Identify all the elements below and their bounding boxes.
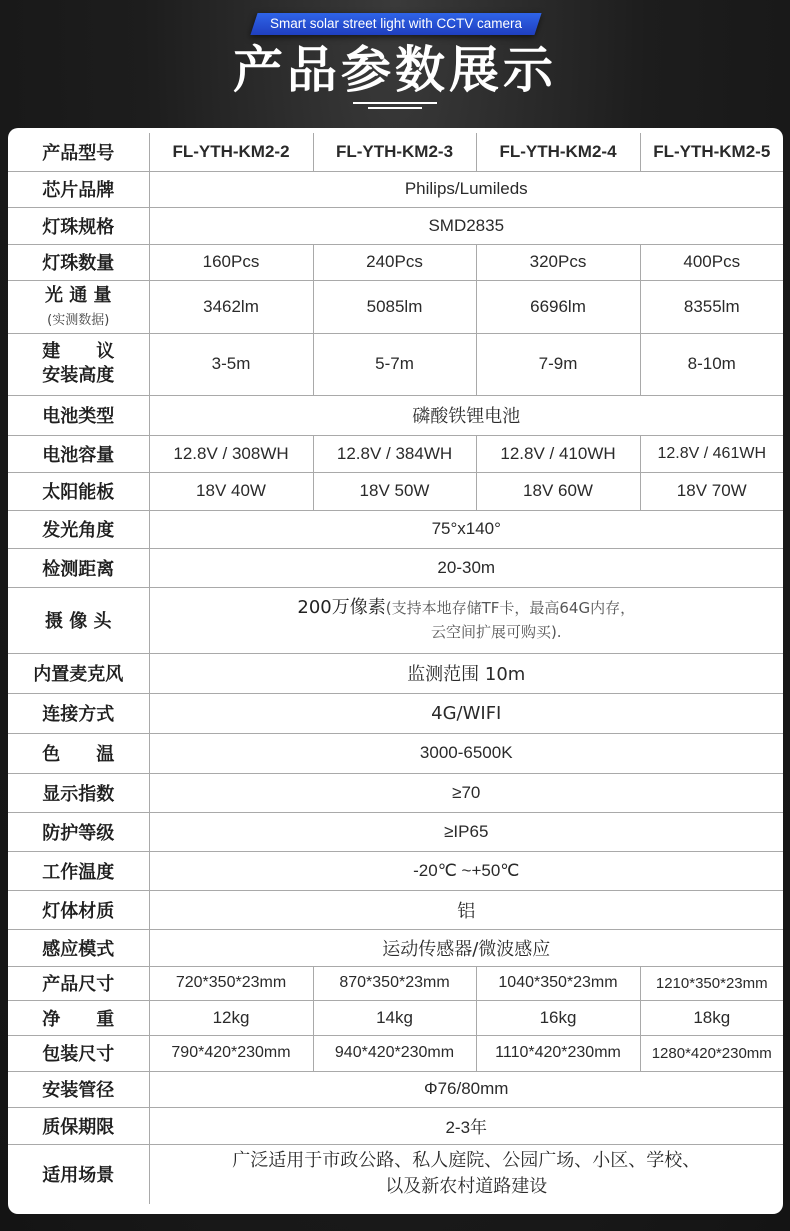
row-label: 显示指数 bbox=[8, 773, 149, 812]
cri-value: ≥70 bbox=[149, 773, 783, 812]
warranty-value: 2-3年 bbox=[149, 1107, 783, 1144]
weight-cell: 16kg bbox=[476, 1000, 640, 1035]
table-row-camera bbox=[8, 587, 783, 653]
row-label: 灯珠规格 bbox=[8, 207, 149, 244]
table-row-package bbox=[8, 1035, 783, 1071]
row-label: 灯珠数量 bbox=[8, 244, 149, 280]
row-label: 产品型号 bbox=[8, 133, 149, 171]
row-label: 包装尺寸 bbox=[8, 1035, 149, 1071]
weight-cell: 14kg bbox=[313, 1000, 476, 1035]
table-row-temperature bbox=[8, 851, 783, 890]
chip-value: Philips/Lumileds bbox=[149, 171, 783, 207]
row-label: 太阳能板 bbox=[8, 472, 149, 510]
table-row-led-spec bbox=[8, 207, 783, 244]
beam-value: 75°x140° bbox=[149, 510, 783, 548]
solar-cell: 18V 60W bbox=[476, 472, 640, 510]
cct-value: 3000-6500K bbox=[149, 733, 783, 773]
scene-line2: 以及新农村道路建设 bbox=[385, 1176, 548, 1198]
table-row-sensor bbox=[8, 929, 783, 966]
row-label: 内置麦克风 bbox=[8, 653, 149, 693]
package-cell: 1110*420*230mm bbox=[476, 1035, 640, 1071]
table-row-size bbox=[8, 966, 783, 1000]
table-row-warranty bbox=[8, 1107, 783, 1144]
detect-value: 20-30m bbox=[149, 548, 783, 587]
camera-value bbox=[149, 587, 783, 653]
table-row-detect bbox=[8, 548, 783, 587]
size-cell: 870*350*23mm bbox=[313, 966, 476, 1000]
flux-sublabel: (实测数据) bbox=[47, 313, 110, 328]
row-label: 检测距离 bbox=[8, 548, 149, 587]
battery-cap-cell: 12.8V / 410WH bbox=[476, 435, 640, 472]
model-cell: FL-YTH-KM2-3 bbox=[313, 133, 476, 171]
height-cell: 5-7m bbox=[313, 333, 476, 395]
row-label: 摄 像 头 bbox=[8, 587, 149, 653]
led-count-cell: 240Pcs bbox=[313, 244, 476, 280]
row-label bbox=[8, 333, 149, 395]
row-label: 工作温度 bbox=[8, 851, 149, 890]
title-underline-short bbox=[368, 107, 422, 109]
height-label-line1: 建 议 bbox=[42, 341, 115, 362]
row-label: 发光角度 bbox=[8, 510, 149, 548]
battery-cap-cell: 12.8V / 461WH bbox=[640, 435, 783, 472]
row-label: 净 重 bbox=[8, 1000, 149, 1035]
subtitle-banner bbox=[250, 13, 541, 35]
table-row-scene bbox=[8, 1144, 783, 1204]
row-label: 感应模式 bbox=[8, 929, 149, 966]
led-spec-value: SMD2835 bbox=[149, 207, 783, 244]
table-row-beam bbox=[8, 510, 783, 548]
height-cell: 8-10m bbox=[640, 333, 783, 395]
table-row-cct bbox=[8, 733, 783, 773]
led-count-cell: 320Pcs bbox=[476, 244, 640, 280]
row-label: 电池容量 bbox=[8, 435, 149, 472]
camera-note-line1: (支持本地存储TF卡，最高64G内存， bbox=[385, 599, 636, 617]
row-label: 安装管径 bbox=[8, 1071, 149, 1107]
row-label: 产品尺寸 bbox=[8, 966, 149, 1000]
table-row-mic bbox=[8, 653, 783, 693]
flux-cell: 3462lm bbox=[149, 280, 313, 333]
table-row-ip bbox=[8, 812, 783, 851]
title-underline bbox=[353, 102, 437, 104]
temperature-value: -20℃ ~+50℃ bbox=[149, 851, 783, 890]
table-row-battery-type bbox=[8, 395, 783, 435]
banner-text: Smart solar street light with CCTV camera bbox=[269, 16, 523, 31]
height-cell: 7-9m bbox=[476, 333, 640, 395]
table-row-solar bbox=[8, 472, 783, 510]
table-row-pipe bbox=[8, 1071, 783, 1107]
connection-value: 4G/WIFI bbox=[149, 693, 783, 733]
package-cell: 790*420*230mm bbox=[149, 1035, 313, 1071]
row-label: 连接方式 bbox=[8, 693, 149, 733]
table-row-chip bbox=[8, 171, 783, 207]
row-label: 适用场景 bbox=[8, 1144, 149, 1204]
spec-table bbox=[8, 133, 783, 1204]
row-label: 电池类型 bbox=[8, 395, 149, 435]
battery-cap-cell: 12.8V / 308WH bbox=[149, 435, 313, 472]
model-cell: FL-YTH-KM2-2 bbox=[149, 133, 313, 171]
weight-cell: 18kg bbox=[640, 1000, 783, 1035]
battery-cap-cell: 12.8V / 384WH bbox=[313, 435, 476, 472]
battery-type-value: 磷酸铁锂电池 bbox=[149, 395, 783, 435]
row-label: 灯体材质 bbox=[8, 890, 149, 929]
flux-cell: 5085lm bbox=[313, 280, 476, 333]
led-count-cell: 400Pcs bbox=[640, 244, 783, 280]
package-cell: 940*420*230mm bbox=[313, 1035, 476, 1071]
row-label: 质保期限 bbox=[8, 1107, 149, 1144]
size-cell: 1040*350*23mm bbox=[476, 966, 640, 1000]
model-cell: FL-YTH-KM2-4 bbox=[476, 133, 640, 171]
flux-label: 光 通 量 bbox=[44, 285, 112, 306]
size-cell: 720*350*23mm bbox=[149, 966, 313, 1000]
mic-value: 监测范围 10m bbox=[149, 653, 783, 693]
ip-value: ≥IP65 bbox=[149, 812, 783, 851]
solar-cell: 18V 70W bbox=[640, 472, 783, 510]
page-title: 产品参数展示 bbox=[233, 41, 557, 99]
table-row-cri bbox=[8, 773, 783, 812]
header bbox=[0, 0, 790, 128]
table-row-battery-capacity bbox=[8, 435, 783, 472]
scene-value bbox=[149, 1144, 783, 1204]
led-count-cell: 160Pcs bbox=[149, 244, 313, 280]
solar-cell: 18V 50W bbox=[313, 472, 476, 510]
solar-cell: 18V 40W bbox=[149, 472, 313, 510]
camera-main: 200万像素 bbox=[297, 597, 386, 618]
pipe-value: Φ76/80mm bbox=[149, 1071, 783, 1107]
flux-cell: 6696lm bbox=[476, 280, 640, 333]
weight-cell: 12kg bbox=[149, 1000, 313, 1035]
scene-line1: 广泛适用于市政公路、私人庭院、公园广场、小区、学校、 bbox=[232, 1150, 701, 1172]
row-label: 防护等级 bbox=[8, 812, 149, 851]
table-row-connection bbox=[8, 693, 783, 733]
size-cell: 1210*350*23mm bbox=[640, 966, 783, 1000]
spec-panel bbox=[8, 128, 783, 1214]
material-value: 铝 bbox=[149, 890, 783, 929]
model-cell: FL-YTH-KM2-5 bbox=[640, 133, 783, 171]
row-label bbox=[8, 280, 149, 333]
table-row-model bbox=[8, 133, 783, 171]
table-row-led-count bbox=[8, 244, 783, 280]
height-label-line2: 安装高度 bbox=[42, 365, 115, 386]
row-label: 芯片品牌 bbox=[8, 171, 149, 207]
height-cell: 3-5m bbox=[149, 333, 313, 395]
row-label: 色 温 bbox=[8, 733, 149, 773]
camera-note-line2: 云空间扩展可购买). bbox=[430, 623, 562, 641]
table-row-material bbox=[8, 890, 783, 929]
table-row-height bbox=[8, 333, 783, 395]
package-cell: 1280*420*230mm bbox=[640, 1035, 783, 1071]
table-row-weight bbox=[8, 1000, 783, 1035]
flux-cell: 8355lm bbox=[640, 280, 783, 333]
table-row-flux bbox=[8, 280, 783, 333]
sensor-value: 运动传感器/微波感应 bbox=[149, 929, 783, 966]
